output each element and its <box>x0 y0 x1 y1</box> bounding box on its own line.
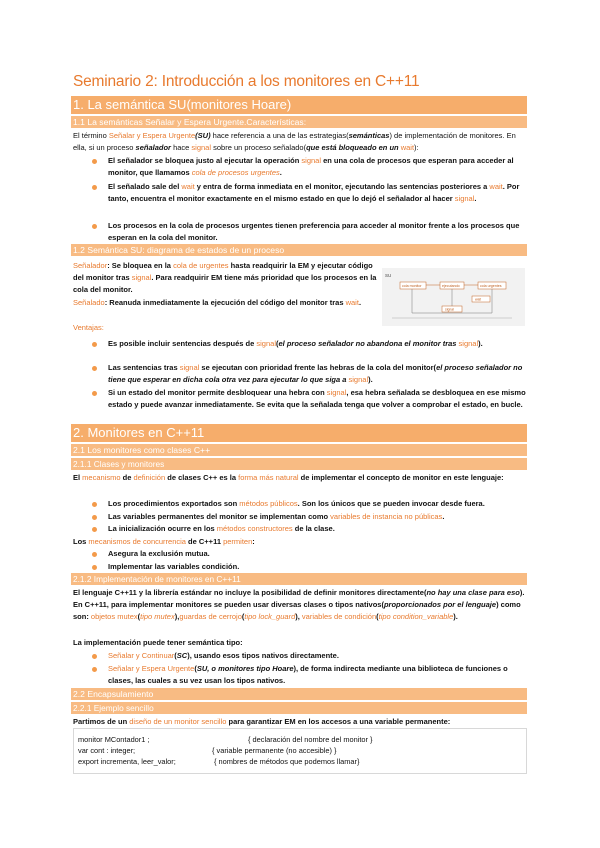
list-item: Implementar las variables condición. <box>108 562 240 571</box>
subsection-heading-2-1-1: 2.1.1 Clases y monitores <box>71 458 527 470</box>
senalador-paragraph: Señalador: Se bloquea en la cola de urgentes hasta readquirir la EM y ejecutar código del monitor tras signal. Para readquirir EM tiene más prioridad que los procesos en la cola del monitor. <box>73 261 377 294</box>
list-item: Las sentencias tras signal se ejecutan con prioridad frente las hebras de la cola del monitor(el proceso señalador no tiene que esperar en dicha cola otra vez para ejecutar lo que siga a signal). <box>108 363 523 384</box>
list-item: Las variables permanentes del monitor se implementan como variables de instancia no públicas. <box>108 512 445 521</box>
subsection-heading-2-2-1: 2.2.1 Ejemplo sencillo <box>71 702 527 714</box>
page-title: Seminario 2: Introducción a los monitores en C++11 <box>73 73 420 90</box>
subsection-heading-1-1: 1.1 La semánticas Señalar y Espera Urgente.Características: <box>71 116 527 128</box>
state-diagram <box>382 268 525 326</box>
svg-text:signal: signal <box>445 307 454 312</box>
list-item: El señalado sale del wait y entra de forma inmediata en el monitor, ejecutando las sentencias posteriores a wait. Por tanto, encuentra el monitor exactamente en el mismo estado en que lo dejó el señalador al hacer signal. <box>108 182 520 203</box>
subsection-heading-1-2: 1.2 Semántica SU: diagrama de estados de un proceso <box>71 244 527 256</box>
svg-text:cola monitor: cola monitor <box>402 284 422 288</box>
senalado-paragraph: Señalado: Reanuda inmediatamente la ejecución del código del monitor tras wait. <box>73 298 362 307</box>
list-item: Si un estado del monitor permite desbloquear una hebra con signal, esa hebra señalada se desbloquea en ese mismo estado y puede avanzar inmediatamente. Se evita que la señalada tenga que volver a comprobar el estado, en bucle. <box>108 388 526 409</box>
bullet-icon <box>92 667 97 672</box>
list-item: Señalar y Espera Urgente(SU, o monitores tipo Hoare), de forma indirecta mediante una biblioteca de funciones o clases, las cuales a su vez usan los tipos nativos. <box>108 664 508 685</box>
code-comment: { nombres de métodos que podemos llamar} <box>214 757 360 766</box>
code-block <box>73 728 527 774</box>
paragraph: El mecanismo de definición de clases C++ es la forma más natural de implementar el concepto de monitor en este lenguaje: <box>73 473 504 482</box>
bullet-icon <box>92 342 97 347</box>
code-comment: { variable permanente (no accesible) } <box>212 746 337 755</box>
section-heading-2: 2. Monitores en C++11 <box>71 424 527 442</box>
svg-text:wait: wait <box>475 297 482 302</box>
bullet-icon <box>92 185 97 190</box>
bullet-icon <box>92 224 97 229</box>
diagram-label: SU <box>385 273 392 278</box>
code-line: var cont : integer; <box>78 746 136 755</box>
ventajas-label: Ventajas: <box>73 323 104 332</box>
svg-text:ejecutando: ejecutando <box>442 284 460 288</box>
bullet-icon <box>92 654 97 659</box>
bullet-icon <box>92 159 97 164</box>
list-item: Los procesos en la cola de procesos urgentes tienen preferencia para acceder al monitor frente a los procesos que esperan en la cola del monitor. <box>108 221 520 242</box>
code-line: monitor MContador1 ; <box>78 735 150 744</box>
code-comment: { declaración del nombre del monitor } <box>248 735 373 744</box>
subsection-heading-2-2: 2.2 Encapsulamiento <box>71 688 527 700</box>
bullet-icon <box>92 366 97 371</box>
list-item: Señalar y Continuar(SC), usando esos tipos nativos directamente. <box>108 651 339 660</box>
bullet-icon <box>92 552 97 557</box>
paragraph: Partimos de un diseño de un monitor sencillo para garantizar EM en los accesos a una variable permanente: <box>73 717 451 726</box>
list-item: Asegura la exclusión mutua. <box>108 549 210 558</box>
list-item: Es posible incluir sentencias después de signal(el proceso señalador no abandona el monitor tras signal). <box>108 339 483 348</box>
bullet-icon <box>92 391 97 396</box>
bullet-icon <box>92 515 97 520</box>
bullet-icon <box>92 527 97 532</box>
paragraph: El lenguaje C++11 y la librería estándar no incluye la posibilidad de definir monitores directamente(no hay una clase para eso). En C++11, para implementar monitores se pueden usar diversas clases o tipos nativos(proporcionados por el lenguaje) como son: objetos mutex(tipo mutex),guardas de cerrojo(tipo lock_guard), variables de condición(tipo condition_variable). <box>73 588 525 621</box>
bullet-icon <box>92 565 97 570</box>
intro-paragraph: El término Señalar y Espera Urgente(SU) hace referencia a una de las estrategias(semánticas) de implementación de monitores. En ella, si un proceso señalador hace signal sobre un proceso señalado(que está bloqueado en un wait): <box>73 131 516 152</box>
list-item: El señalador se bloquea justo al ejecutar la operación signal en una cola de procesos que esperan para acceder al monitor, que llamamos cola de procesos urgentes. <box>108 156 514 177</box>
paragraph: La implementación puede tener semántica tipo: <box>73 638 243 647</box>
list-item: La inicialización ocurre en los métodos constructores de la clase. <box>108 524 335 533</box>
section-heading-1: 1. La semántica SU(monitores Hoare) <box>71 96 527 114</box>
bullet-icon <box>92 502 97 507</box>
svg-text:cola urgentes: cola urgentes <box>480 284 502 288</box>
subsection-heading-2-1-2: 2.1.2 Implementación de monitores en C++11 <box>71 573 527 585</box>
list-item: Los procedimientos exportados son métodos públicos. Son los únicos que se pueden invocar desde fuera. <box>108 499 485 508</box>
paragraph: Los mecanismos de concurrencia de C++11 permiten: <box>73 537 255 546</box>
subsection-heading-2-1: 2.1 Los monitores como clases C++ <box>71 444 527 456</box>
code-line: export incrementa, leer_valor; <box>78 757 176 766</box>
